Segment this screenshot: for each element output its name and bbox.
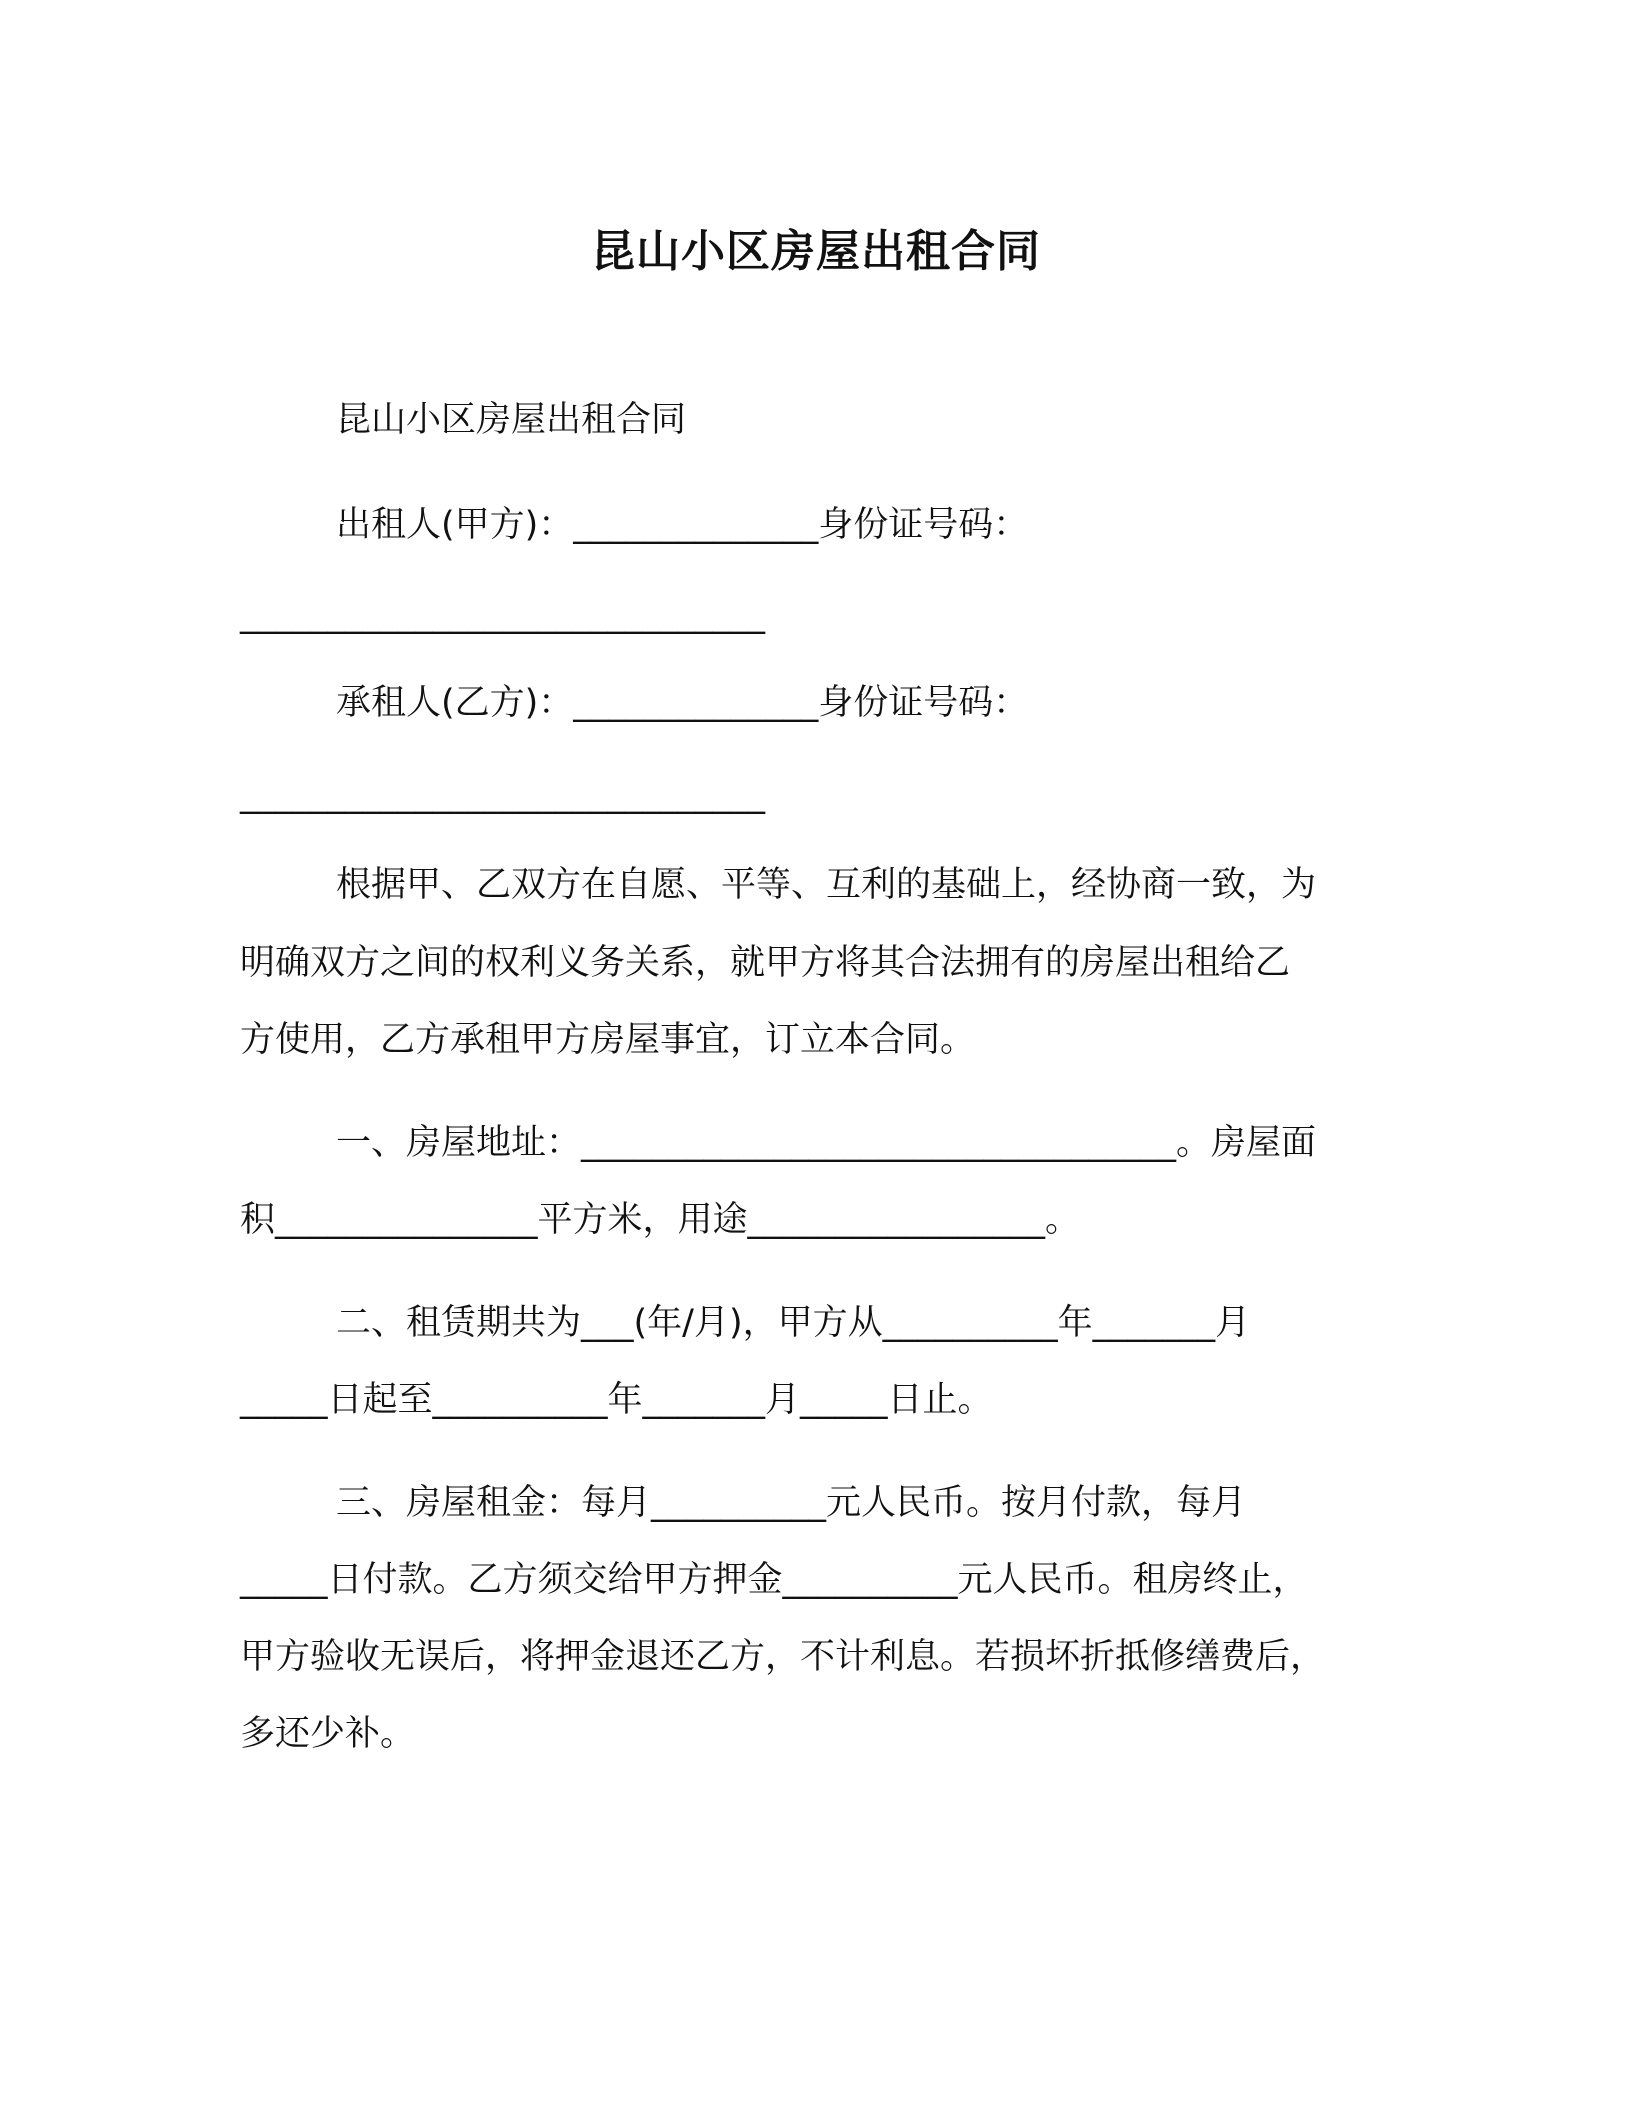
lessee-id-blank: ______________________________ <box>240 775 765 815</box>
lessor-id-blank: ______________________________ <box>240 595 765 635</box>
clause-3-line-3: 甲方验收无误后，将押金退还乙方，不计利息。若损坏折抵修缮费后， <box>240 1637 1326 1677</box>
clause-3-line-1: 三、房屋租金：每月__________元人民币。按月付款，每月 <box>336 1483 1247 1523</box>
clause-2-line-1: 二、租赁期共为___(年/月)，甲方从__________年_______月 <box>336 1303 1251 1343</box>
intro-paragraph-line-3: 方使用，乙方承租甲方房屋事宜，订立本合同。 <box>240 1020 976 1060</box>
clause-3-line-2: _____日付款。乙方须交给甲方押金__________元人民币。租房终止， <box>240 1560 1308 1600</box>
document-title: 昆山小区房屋出租合同 <box>591 226 1041 277</box>
clause-1-line-2: 积_______________平方米，用途_________________。 <box>240 1200 1081 1240</box>
lessee-line: 承租人(乙方)：______________身份证号码： <box>336 683 1029 723</box>
document-subtitle: 昆山小区房屋出租合同 <box>336 400 687 440</box>
clause-2-line-2: _____日起至__________年_______月_____日止。 <box>240 1380 993 1420</box>
intro-paragraph-line-2: 明确双方之间的权利义务关系，就甲方将其合法拥有的房屋出租给乙 <box>240 943 1291 983</box>
clause-1-line-1: 一、房屋地址：__________________________________。房屋面 <box>336 1123 1317 1163</box>
intro-paragraph-line-1: 根据甲、乙双方在自愿、平等、互利的基础上，经协商一致，为 <box>336 865 1317 905</box>
clause-3-line-4: 多还少补。 <box>240 1714 416 1754</box>
lessor-line: 出租人(甲方)：______________身份证号码： <box>336 505 1029 545</box>
